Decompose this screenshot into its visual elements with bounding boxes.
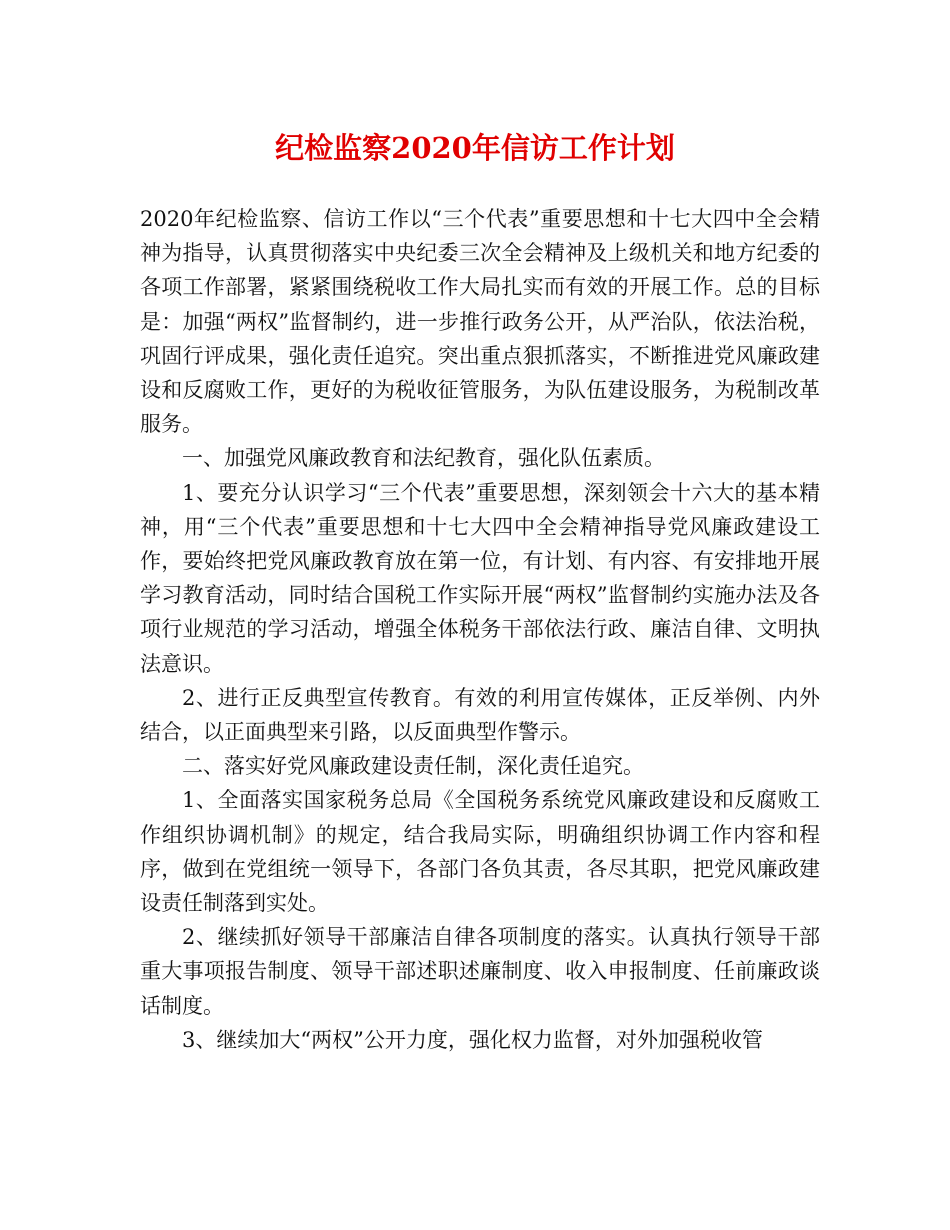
paragraph-2-2: 2、继续抓好领导干部廉洁自律各项制度的落实。认真执行领导干部重大事项报告制度、领导干部述职述廉制度、收入申报制度、任前廉政谈话制度。	[140, 925, 820, 1018]
paragraph-2-1: 1、全面落实国家税务总局《全国税务系统党风廉政建设和反腐败工作组织协调机制》的规定，结合我局实际，明确组织协调工作内容和程序，做到在党组统一领导下，各部门各负其责，各尽其职，把党风廉政建设责任制落到实处。	[140, 788, 820, 916]
paragraph-intro: 2020年纪检监察、信访工作以“三个代表”重要思想和十七大四中全会精神为指导，认真贯彻落实中央纪委三次全会精神及上级机关和地方纪委的各项工作部署，紧紧围绕税收工作大局扎实而有效的开展工作。总的目标是：加强“两权”监督制约，进一步推行政务公开，从严治队，依法治税，巩固行评成果，强化责任追究。突出重点狠抓落实，不断推进党风廉政建设和反腐败工作，更好的为税收征管服务，为队伍建设服务，为税制改革服务。	[140, 207, 820, 437]
document-title: 纪检监察2020年信访工作计划	[275, 131, 675, 165]
paragraph-2-3: 3、继续加大“两权”公开力度，强化权力监督，对外加强税收管	[182, 1027, 763, 1052]
paragraph-1-2: 2、进行正反典型宣传教育。有效的利用宣传媒体，正反举例、内外结合，以正面典型来引路，以反面典型作警示。	[140, 685, 820, 745]
section-heading-2: 二、落实好党风廉政建设责任制，深化责任追究。	[182, 754, 644, 779]
document-body	[140, 202, 820, 1057]
section-heading-1: 一、加强党风廉政教育和法纪教育，强化队伍素质。	[182, 446, 665, 471]
paragraph-1-1: 1、要充分认识学习“三个代表”重要思想，深刻领会十六大的基本精神，用“三个代表”重要思想和十七大四中全会精神指导党风廉政建设工作，要始终把党风廉政教育放在第一位，有计划、有内容、有安排地开展学习教育活动，同时结合国税工作实际开展“两权”监督制约实施办法及各项行业规范的学习活动，增强全体税务干部依法行政、廉洁自律、文明执法意识。	[140, 480, 820, 676]
